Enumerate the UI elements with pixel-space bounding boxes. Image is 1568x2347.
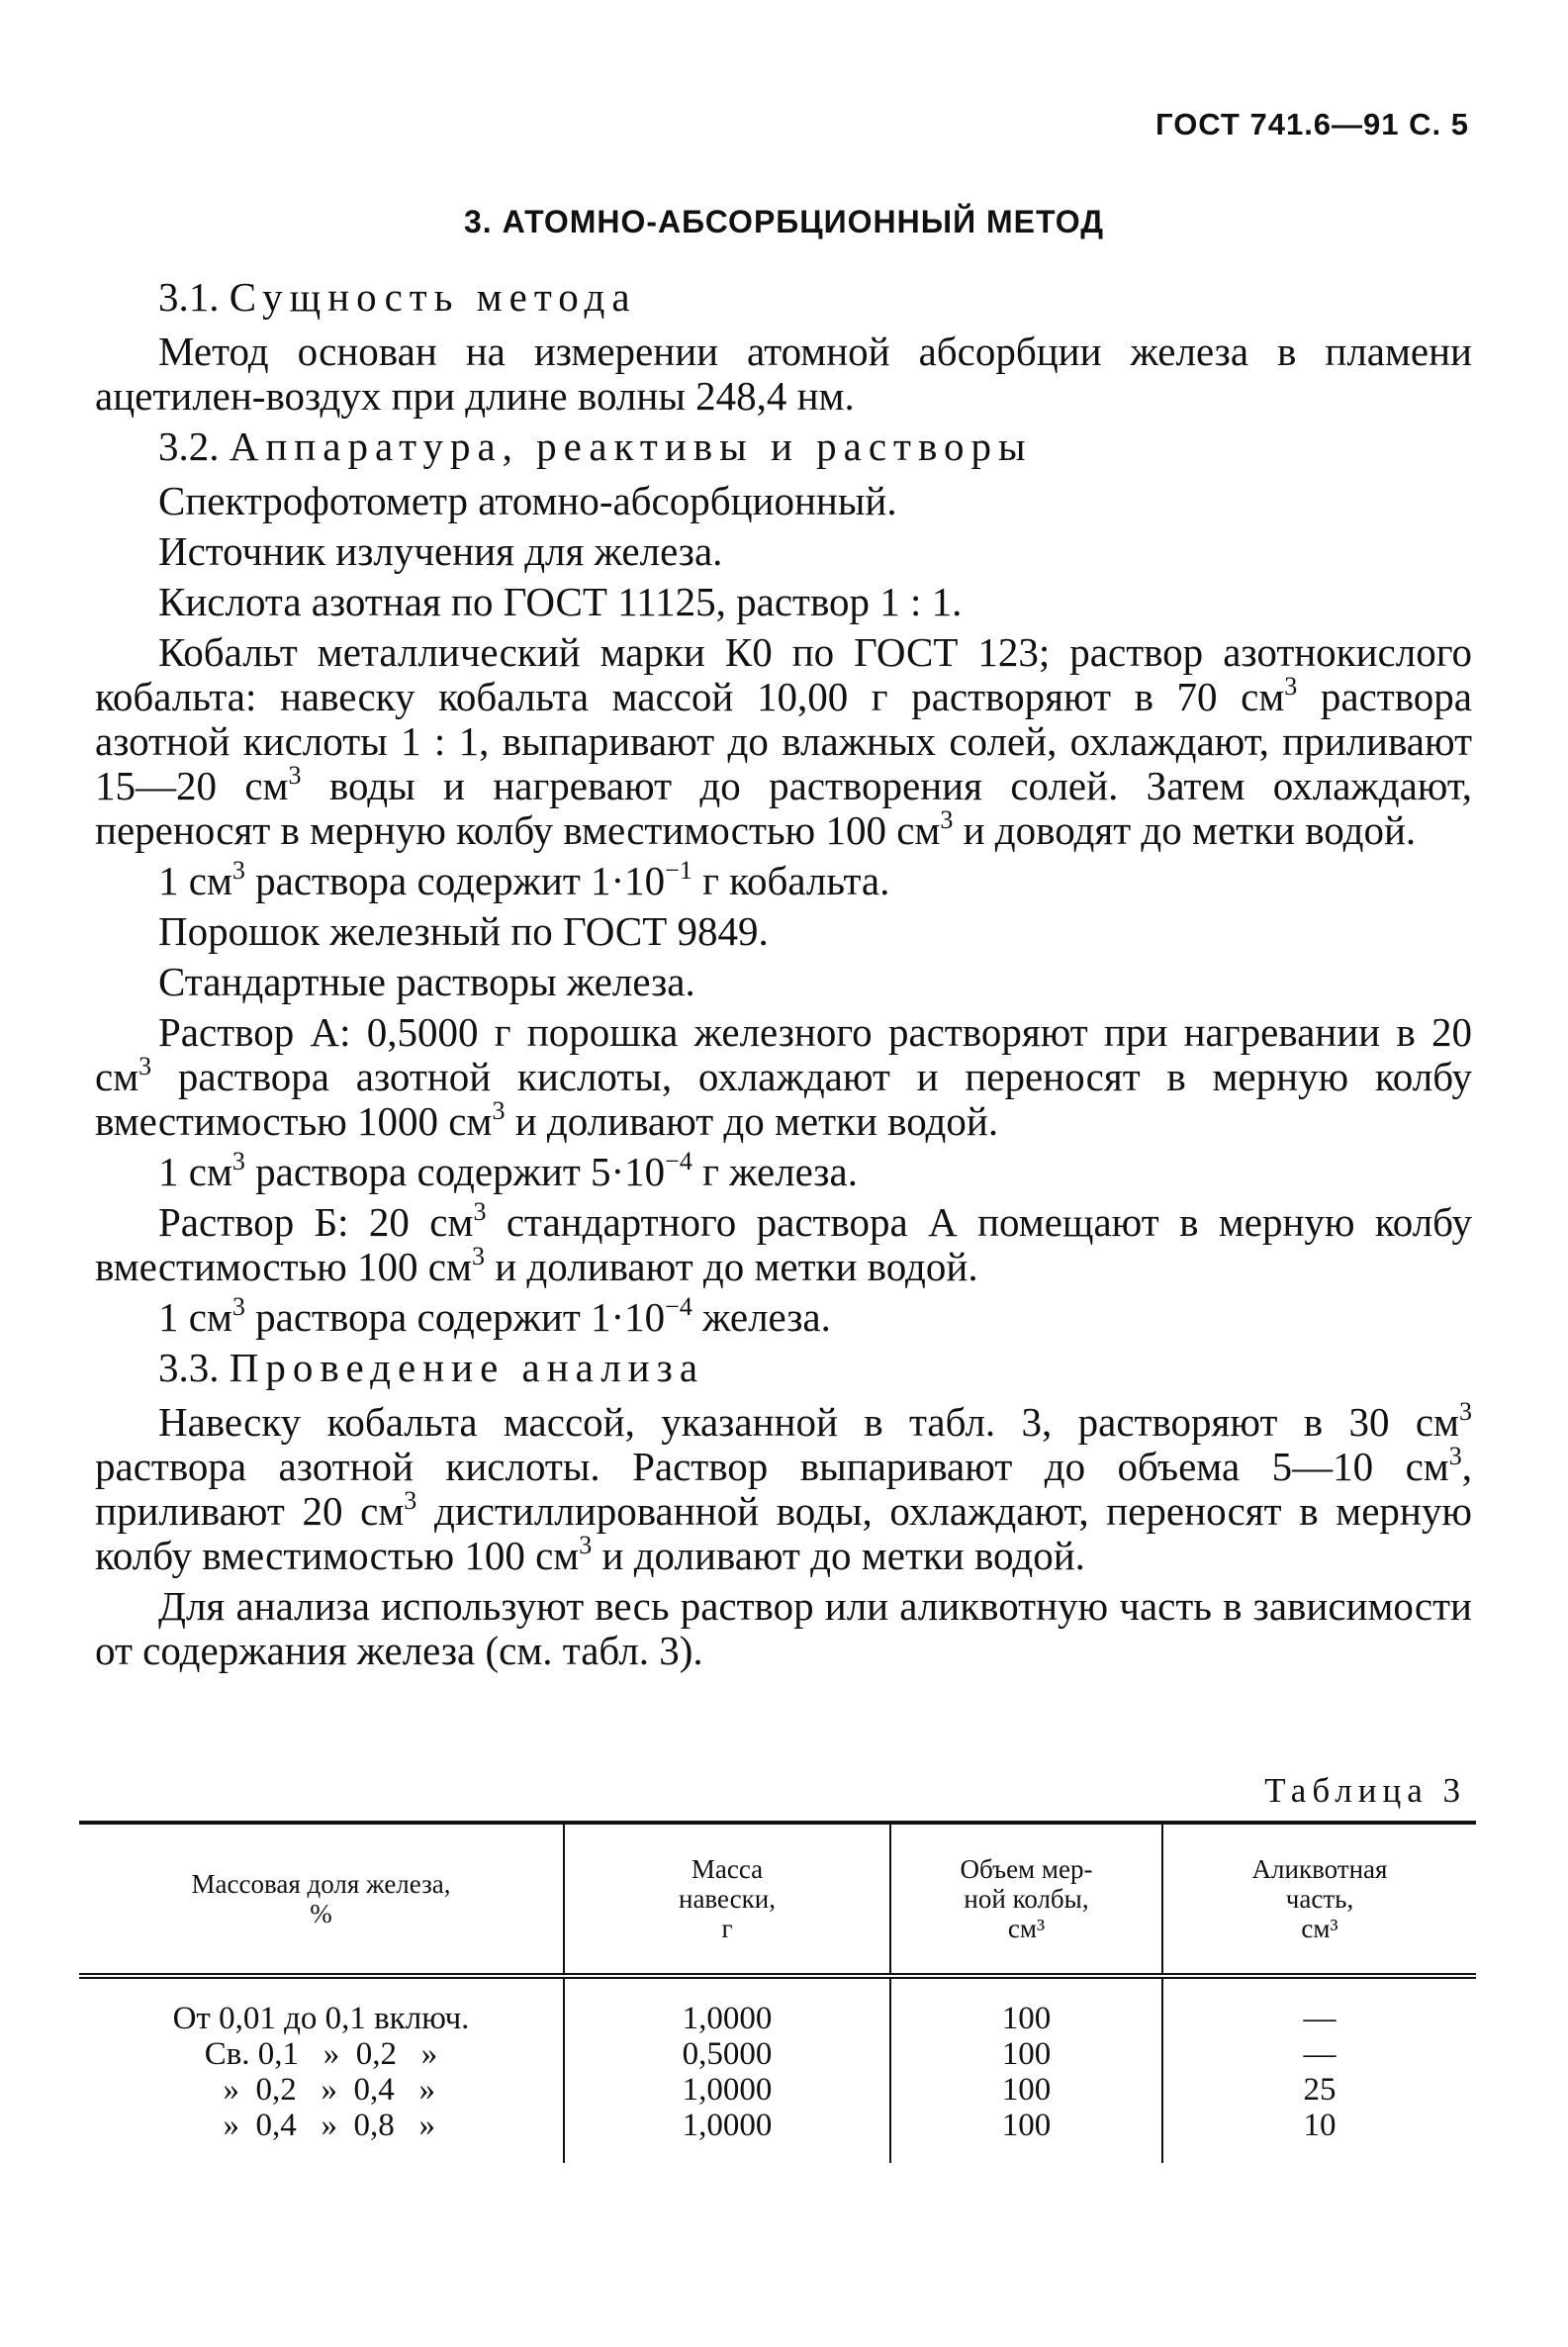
cell-mass: 1,0000 [564,2072,890,2108]
data-table [79,1821,1476,2163]
cell-range: От 0,01 до 0,1 включ. [172,2001,470,2036]
cell-mass: 0,5000 [564,2036,890,2072]
cell-volume: 100 [890,1976,1162,2036]
subsection-number: 3.1. [158,274,220,320]
document-body [95,275,1472,1679]
cell-mass: 1,0000 [564,2108,890,2163]
cell-volume: 100 [890,2036,1162,2072]
cell-range: » 0,4 » 0,8 » [207,2108,435,2143]
cell-mass: 1,0000 [564,1976,890,2036]
subsection-heading-text: Проведение анализа [229,1345,705,1390]
section-title: 3. АТОМНО-АБСОРБЦИОННЫЙ МЕТОД [464,204,1104,239]
aliquot-paragraph: Для анализа используют весь раствор или аликвотную часть в зависимости от содержания железа (см. табл. 3). [95,1583,1472,1673]
item-solution-a: Раствор А: 0,5000 г порошка железного растворяют при нагревании в 20 $см^3$ раствора азотной кислоты, охлаждают и переносят в мерную колбу вместимостью 1000 $см^3$ и доливают до метки водой. [95,1009,1472,1144]
cell-aliquot: 10 [1162,2108,1476,2163]
table-row [79,2036,1476,2072]
item-solution-b: Раствор Б: 20 $см^3$ стандартного раствора А помещают в мерную колбу вместимостью 100 $см^3$ и доливают до метки водой. [95,1197,1472,1289]
header-sample-mass: Масса навески, г [564,1823,890,1976]
item-radiation-source: Источник излучения для железа. [158,528,723,574]
cell-volume: 100 [890,2108,1162,2163]
method-principle-paragraph: Метод основан на измерении атомной абсорбции железа в пламени ацетилен-воздух при длине волны 248,4 нм. [95,329,1472,419]
cell-volume: 100 [890,2072,1162,2108]
cell-range: » 0,2 » 0,4 » [207,2072,435,2108]
header-flask-volume: Объем мер- ной колбы, см³ [890,1823,1162,1976]
item-iron-powder: Порошок железный по ГОСТ 9849. [158,908,769,954]
subsection-number: 3.2. [158,423,220,469]
header-aliquot: Аликвотная часть, см³ [1162,1823,1476,1976]
item-cobalt-concentration: 1 $см^3$ раствора содержит $1\cdot 10^{-1}$ г кобальта. [158,856,890,903]
subsection-number: 3.3. [158,1345,220,1390]
table-header-row [79,1823,1476,1976]
page-header: ГОСТ 741.6—91 С. 5 [1155,107,1469,141]
table-row [79,1976,1476,2036]
cell-range: Св. 0,1 » 0,2 » [204,2036,438,2072]
table-row [79,2108,1476,2163]
subsection-3-3-heading [95,1346,1472,1390]
item-standard-solutions: Стандартные растворы железа. [158,959,695,1004]
item-solution-b-concentration: 1 $см^3$ раствора содержит $1\cdot 10^{-4}$ железа. [158,1292,831,1340]
cell-aliquot: — [1162,2036,1476,2072]
item-spectrophotometer: Спектрофотометр атомно-абсорбционный. [158,478,897,523]
item-cobalt-solution: Кобальт металлический марки К0 по ГОСТ 123; раствор азотнокислого кобальта: навеску кобальта массой 10,00 г растворяют в 70 $см^3$ раствора азотной кислоты 1 : 1, выпаривают до влажных солей, охлаждают, приливают 15—20 $см^3$ воды и нагревают до растворения солей. Затем охлаждают, переносят в мерную колбу вместимостью 100 $см^3$ и доводят до метки водой. [95,629,1472,853]
cell-aliquot: — [1162,1976,1476,2036]
cell-aliquot: 25 [1162,2072,1476,2108]
item-solution-a-concentration: 1 $см^3$ раствора содержит $5\cdot 10^{-4}$ г железа. [158,1147,858,1194]
item-nitric-acid: Кислота азотная по ГОСТ 11125, раствор 1 : 1. [158,579,963,624]
subsection-3-1-heading [95,275,1472,320]
header-iron-fraction: Массовая доля железа, % [79,1823,564,1976]
analysis-procedure-paragraph: Навеску кобальта массой, указанной в табл. 3, растворяют в 30 $см^3$ раствора азотной кислоты. Раствор выпаривают до объема 5—10 $см^3$, приливают 20 $см^3$ дистиллированной воды, охлаждают, переносят в мерную колбу вместимостью 100 $см^3$ и доливают до метки водой. [95,1397,1472,1578]
table-row [79,2072,1476,2108]
table-caption: Таблица 3 [1264,1771,1466,1810]
subsection-heading-text: Аппаратура, реактивы и растворы [229,423,1033,469]
subsection-3-2-heading [95,424,1472,469]
subsection-heading-text: Сущность метода [229,274,637,320]
